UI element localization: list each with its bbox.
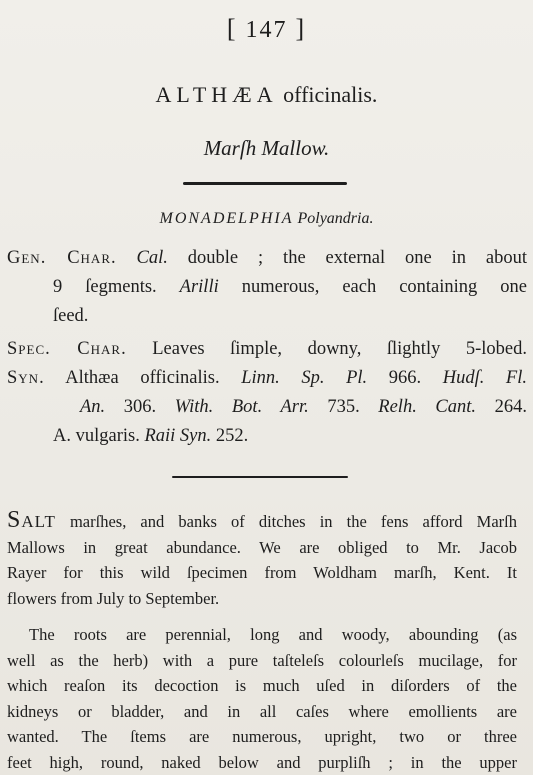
- syn-page-an: 306.: [105, 397, 157, 417]
- para1-line-2: Mallows in great abundance. We are obliged to Mr. Jacob: [7, 537, 517, 557]
- syn-ref-an: An.: [80, 397, 106, 417]
- right-bracket: ]: [295, 14, 307, 43]
- syn-page-raii: 252.: [211, 426, 249, 446]
- spec-char-text: Leaves ſimple, downy, ſlightly 5-lobed.: [152, 339, 527, 359]
- syn-line-3: [7, 422, 527, 451]
- paragraph-description: [7, 622, 517, 775]
- generic-character: [7, 244, 527, 331]
- linnaean-classification: [0, 210, 533, 228]
- gen-char-text-1: double ; the external one in about: [167, 248, 528, 268]
- syn-line-2: [7, 393, 527, 422]
- gen-char-calyx: Cal.: [136, 248, 168, 268]
- syn-ref-with: With. Bot. Arr.: [174, 397, 309, 417]
- para1-line-1: [7, 508, 517, 535]
- para1-dropcap: Salt: [7, 507, 56, 533]
- gen-char-text-2c: numerous, each containing one: [218, 277, 527, 297]
- page-number-value: 147: [245, 17, 288, 43]
- syn-ref-relh: Relh. Cant.: [378, 397, 477, 417]
- species-title: [0, 82, 533, 108]
- syn-ref-raii: Raii Syn.: [144, 426, 212, 446]
- synonymy: [7, 364, 527, 451]
- para2-line-4: kidneys or bladder, and in all caſes where emollients are: [7, 701, 517, 721]
- page-number: [0, 14, 533, 44]
- syn-page-relh: 264.: [476, 397, 527, 417]
- gen-char-arilli: Arilli: [179, 277, 219, 297]
- para2-line-1: The roots are perennial, long and woody, abounding (as: [29, 625, 517, 644]
- syn-ref-huds: Hudſ. Fl.: [442, 368, 527, 388]
- para1-line-4: flowers from July to September.: [7, 588, 220, 608]
- common-name: Marſh Mallow.: [203, 136, 330, 160]
- para1-line-3: Rayer for this wild ſpecimen from Woldham marſh, Kent. It: [7, 563, 517, 582]
- syn-text-1a: Althæa officinalis.: [65, 368, 220, 388]
- syn-line-1: [7, 364, 527, 393]
- para2-line-2: well as the herb) with a pure taſteleſs colourleſs mucilage, for: [7, 650, 517, 670]
- divider-rule-bottom: [172, 476, 348, 478]
- spec-char-label: Spec. Char.: [7, 339, 127, 359]
- class-name: MONADELPHIA: [159, 210, 294, 227]
- order-name: Polyandria.: [297, 210, 374, 227]
- syn-page-with: 735.: [308, 397, 360, 417]
- paragraph-habitat: [7, 508, 517, 611]
- para1-text-1: marſhes, and banks of ditches in the fens afford Marſh: [55, 512, 517, 531]
- left-bracket: [: [226, 14, 238, 43]
- syn-text-3a: A. vulgaris.: [53, 426, 140, 446]
- divider-rule-top: [183, 182, 347, 185]
- spec-char-line: [7, 335, 527, 364]
- genus-name: ALTHÆA: [155, 82, 278, 107]
- para2-line-6: feet high, round, naked below and purpliſh ; in the upper: [7, 752, 517, 772]
- gen-char-line-3: ſeed.: [53, 306, 89, 326]
- syn-ref-linn: Linn. Sp. Pl.: [241, 368, 368, 388]
- gen-char-text-2a: 9 ſegments.: [53, 277, 180, 297]
- gen-char-label: Gen. Char.: [7, 248, 117, 268]
- para2-line-5: wanted. The ſtems are numerous, upright, two or three: [7, 727, 517, 746]
- syn-page-linn: 966.: [367, 368, 422, 388]
- para2-line-3: which reaſon its decoction is much uſed in diſorders of the: [7, 676, 517, 695]
- gen-char-line-1: [7, 244, 527, 273]
- syn-label: Syn.: [7, 368, 45, 388]
- gen-char-line-2: [7, 273, 527, 302]
- species-epithet: officinalis.: [283, 82, 378, 107]
- specific-character: [7, 335, 527, 364]
